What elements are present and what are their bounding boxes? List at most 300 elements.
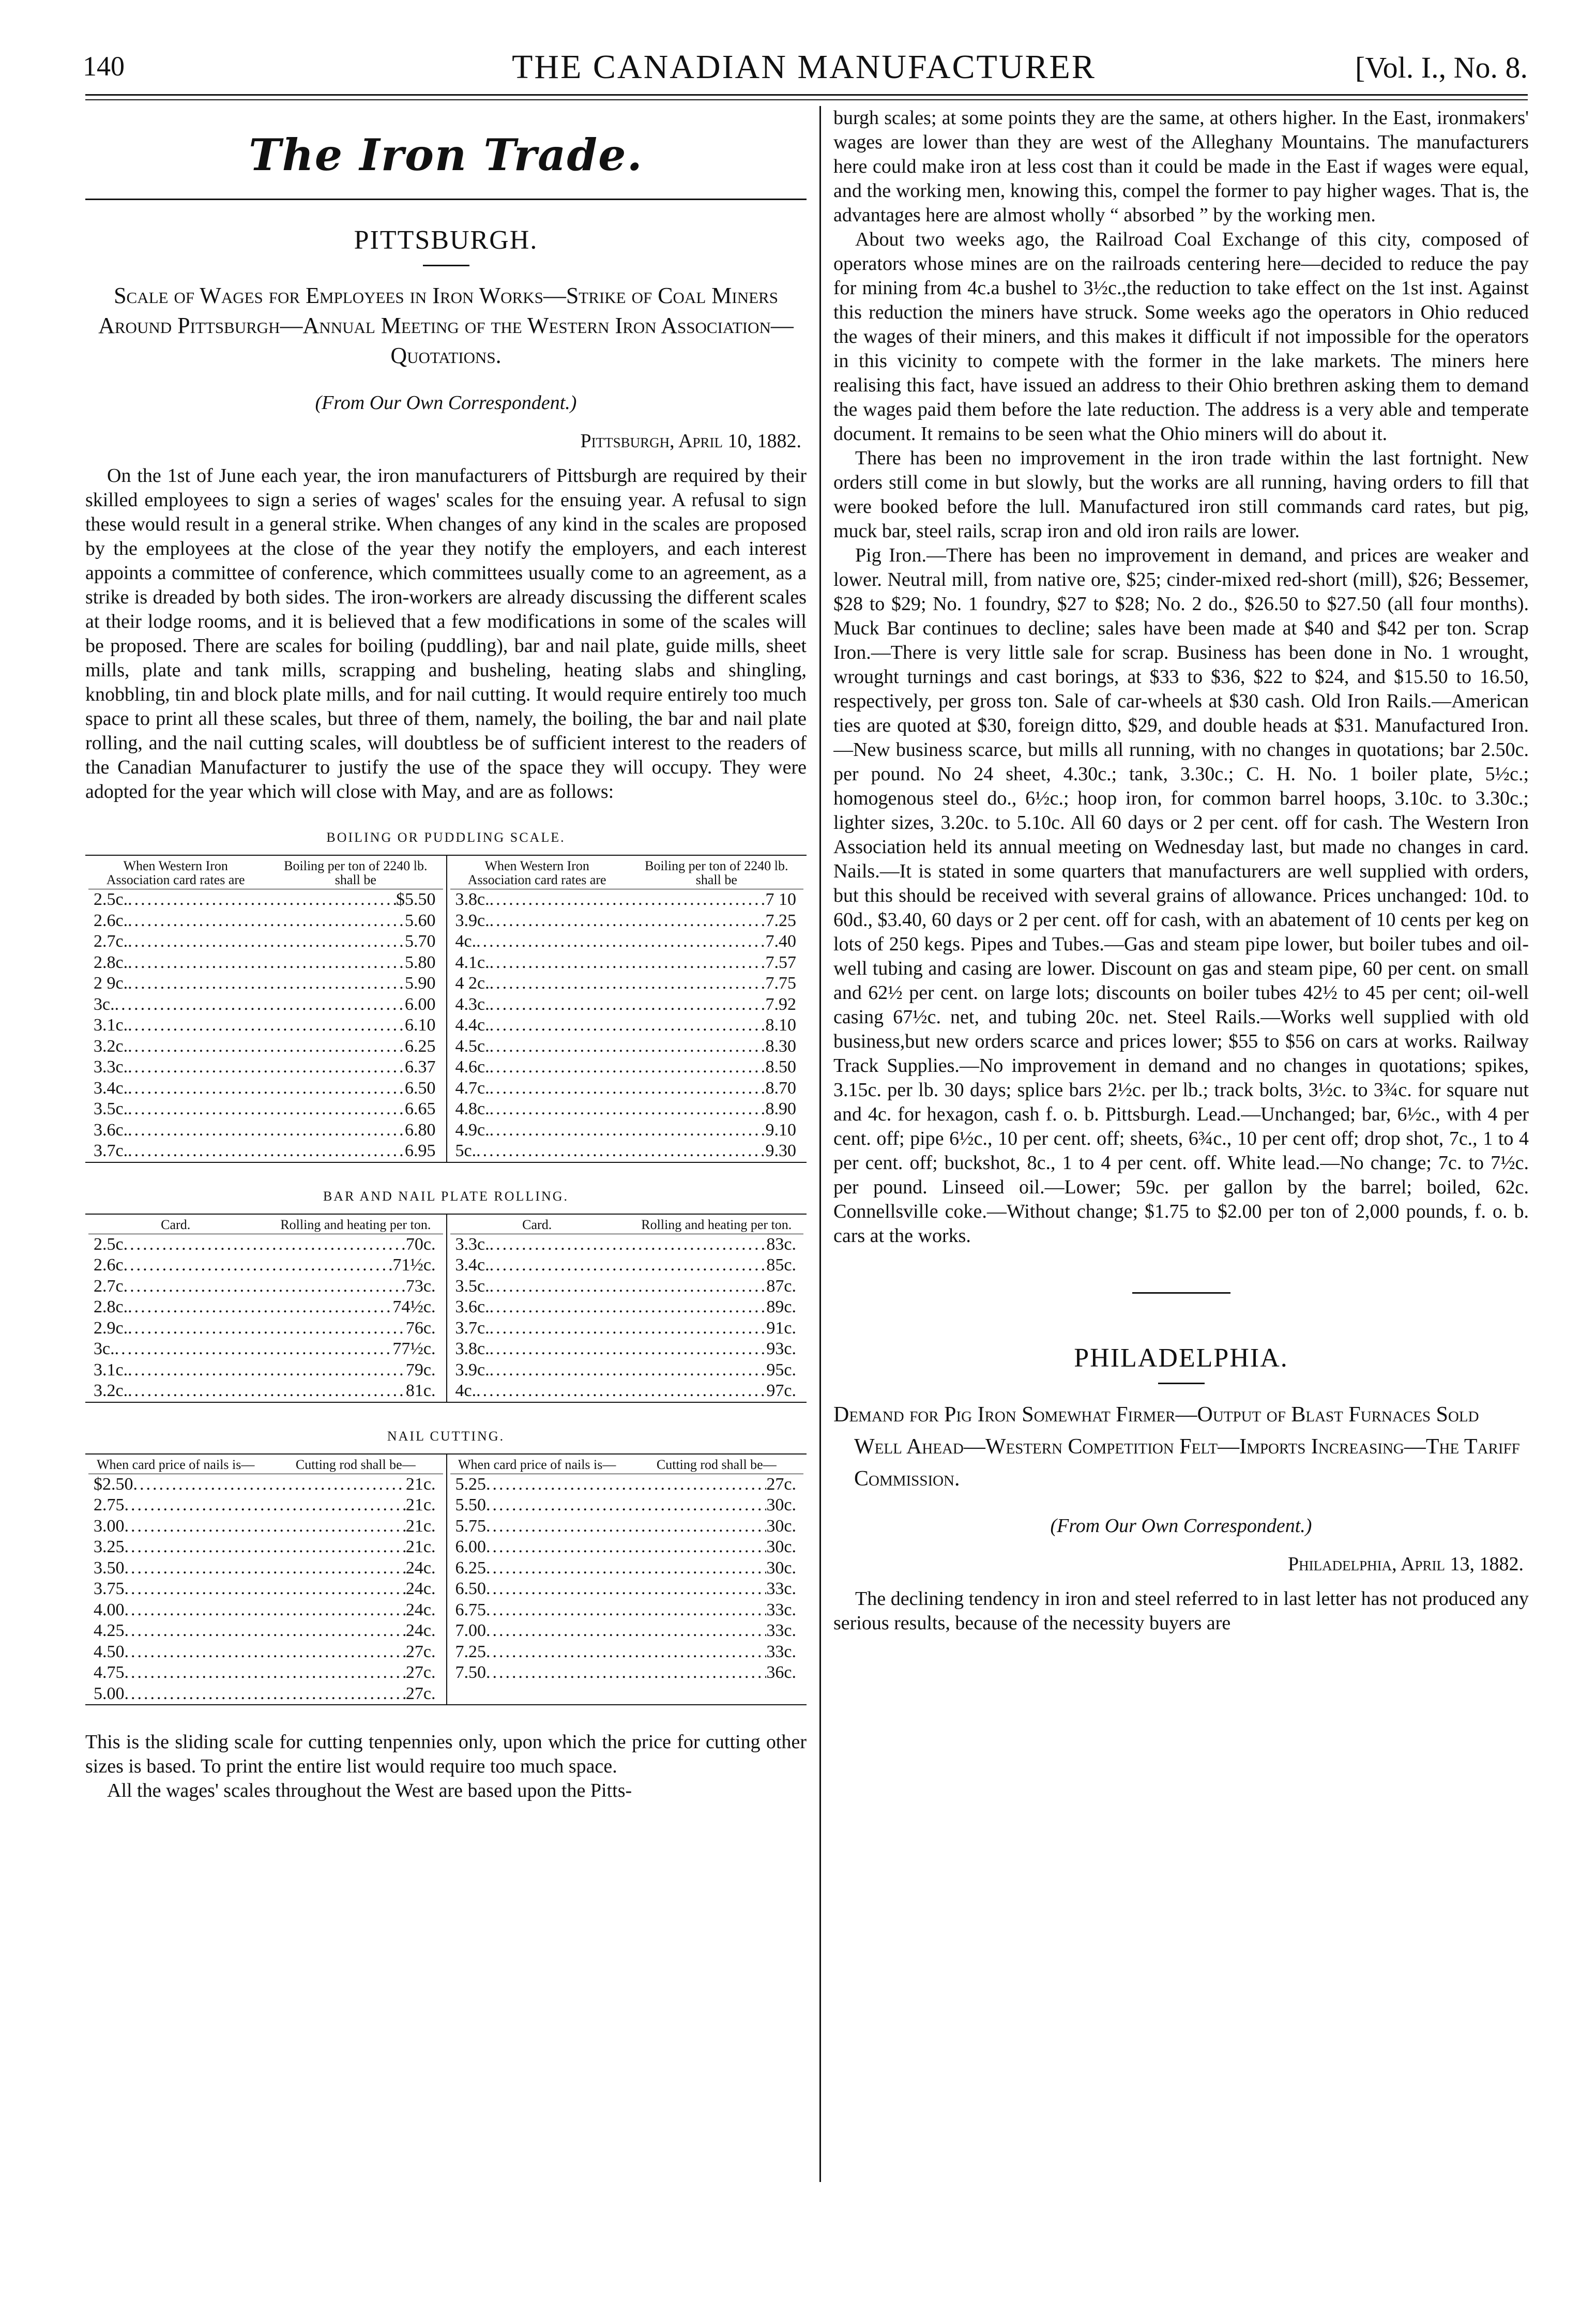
table-row [450,1099,804,1120]
table-row [88,1558,443,1579]
row-card-rate: 7.25 [455,1642,486,1661]
table-row [88,931,443,952]
table-row [88,911,443,932]
row-value: 70c. [405,1234,436,1254]
row-value: 7.40 [765,932,796,951]
philadelphia-subhead: Demand for Pig Iron Somewhat Firmer—Output of Blast Furnaces Sold Well Ahead—Western Competition Felt—Imports Increasing—The Tariff Commission. [833,1403,1520,1491]
bar-right-rows [450,1234,804,1402]
table-row [450,1662,804,1684]
sliding-scale-note: This is the sliding scale for cutting tenpennies only, upon which the price for cutting other sizes is based. To print the entire list would require too much space. [85,1731,807,1777]
dot-leader [490,1318,767,1339]
dot-leader [490,1234,767,1255]
header-card-price: When card price of nails is— [458,1457,616,1472]
dot-leader [133,1474,406,1495]
row-value: 24c. [405,1621,436,1640]
correspondent-line: (From Our Own Correspondent.) [315,392,577,414]
dot-leader [128,1297,392,1318]
table-row [450,1600,804,1621]
row-value: 8.70 [765,1078,796,1098]
nail-left-half [85,1454,446,1705]
quotations-paragraph: Pig Iron.—There has been no improvement in demand, and prices are weaker and lower. Neutral mill, from native ore, $25; cinder-mixed red-short (mill), $26; Bessemer, $28 to $29; No. 1 foundry, $27 to $28; No. 2 do., $26.50 to $27.50 (all four months). Muck Bar continues to decline; sales have been made at $40 and $42 per ton. Scrap Iron.—There is very little sale for scrap. Business has been done in No. 1 wrought, wrought turnings and cast borings, at $33 to $36, $22 to $24, and $15.50 to 16.50, respectively, per gross ton. Sale of car-wheels at $30 cash. Old Iron Rails.—American ties are quoted at $30, foreign ditto, $29, and double heads at $31. Manufactured Iron.—New business scarce, but mills all running, with no changes in quotations; bar 2.50c. per pound. No 24 sheet, 4.30c.; tank, 3.30c.; C. H. No. 1 boiler plate, 5½c.; homogenous steel do., 6½c.; hoop iron, for common barrel hoops, 3.10c. to 3.30c.; lighter sizes, 3.20c. to 5.10c. All 60 days or 2 per cent. off for cash. The Western Iron Association held its annual meeting on Wednesday last, but made no changes in card. Nails.—It is stated in some quarters that manufacturers are well supplied with orders, but this should be received with several grains of allowance. Prices unchanged: 10d. to 60d., $3.40, 60 days or 2 per cent. off for cash, with an abatement of 10 cents per keg on lots of 250 kegs. Pipes and Tubes.—Gas and steam pipe lower, but boiler tubes and oil-well tubing and casing are lower. Discount on gas and steam pipe, 60 per cent. on small and 62½ per cent. on large lots; discounts on boiler tubes 42½ to 45 per cent; oil-well casing 67½c. net, and tubing 20c. net. Steel Rails.—Works well supplied with old business,but new orders scarce and prices lower; $55 to $56 on cars at works. Railway Track Supplies.—No improvement in demand and no changes in quotations; spikes, 3.15c. per lb. 30 days; splice bars 2½c. per lb.; track bolts, 3½c. to 3¾c. for square nut and 4c. for hexagon, cash f. o. b. Pittsburgh. Lead.—Unchanged; bar, 6½c., with 4 per cent. off; pipe 6½c., 10 per cent. off; sheets, 6¾c., 10 per cent off; drop shot, 7c., 1 to 4 per cent. off; buckshot, 8c., 1 to 4 per cent. off. White lead.—No change; 7c. to 7½c. per pound. Linseed oil.—Lower; 59c. per gallon by the barrel; boiled, 62c. Connellsville coke.—Without change; $1.75 to $2.00 per ton of 2,000 pounds, f. o. b. cars at the works. [833,544,1529,1247]
dot-leader [486,1642,766,1663]
dot-leader [125,1579,406,1600]
row-value: 24c. [405,1558,436,1578]
dot-leader [490,1015,766,1036]
table-row [450,1537,804,1558]
table-row [450,1642,804,1663]
table-header [450,1454,804,1474]
short-rule [423,265,469,266]
row-value: $5.50 [396,890,436,909]
dot-leader [486,1495,766,1516]
row-card-rate: 4.4c. [455,1016,490,1035]
dot-leader [486,1579,766,1600]
nail-right-rows [450,1474,804,1684]
short-rule [1158,1383,1205,1384]
table-row [88,1600,443,1621]
row-card-rate: 3.1c. [94,1360,128,1380]
row-card-rate: 3.4c. [94,1078,128,1098]
dot-leader [476,1381,766,1402]
row-value: 79c. [405,1360,436,1380]
dot-leader [490,911,766,932]
row-value: 74½c. [392,1297,436,1316]
row-value: 27c. [405,1684,436,1703]
table-row [450,1360,804,1381]
row-card-rate: 3.8c. [455,1339,490,1358]
dot-leader [490,1099,766,1120]
row-value: 87c. [766,1276,796,1296]
boiling-left-rows [88,889,443,1162]
nail-right-half [446,1454,807,1705]
table-row [88,1579,443,1600]
header-rule-secondary [85,99,1528,100]
table-row [88,1120,443,1141]
row-card-rate: 4.1c. [455,952,490,972]
table-row [450,1015,804,1036]
row-card-rate: 2.8c. [94,952,128,972]
dot-leader [490,973,766,994]
dot-leader [128,1318,406,1339]
row-card-rate: 3.6c. [94,1120,128,1140]
row-value: 27c. [405,1642,436,1661]
publication-title: THE CANADIAN MANUFACTURER [512,48,1096,86]
row-card-rate: 6.25 [455,1558,486,1578]
row-card-rate: 6.75 [455,1600,486,1619]
table-row [450,1036,804,1057]
dot-leader [486,1474,766,1495]
row-value: 21c. [405,1516,436,1536]
pittsburgh-heading: PITTSBURGH. [354,225,538,255]
dot-leader [125,1537,406,1558]
table-row [88,994,443,1016]
dot-leader [476,931,765,952]
row-card-rate: 3.25 [94,1537,125,1556]
boiling-scale-table [85,855,807,1163]
row-card-rate: 3c. [94,994,115,1014]
table-row [88,1662,443,1684]
table-row [450,1381,804,1402]
dot-leader [490,1120,766,1141]
table-row [88,889,443,911]
row-value: 7.25 [765,911,796,930]
dot-leader [128,1015,405,1036]
table-row [88,973,443,994]
table-row [88,1297,443,1318]
row-card-rate: 3.5c. [455,1276,490,1296]
dot-leader [124,1255,393,1276]
row-card-rate: 3.3c. [94,1057,128,1077]
table-row [88,1381,443,1402]
dot-leader [125,1558,406,1579]
table-row [450,1339,804,1360]
row-card-rate: 4 2c. [455,974,490,993]
table-row [450,952,804,974]
row-card-rate: 4.25 [94,1621,125,1640]
row-value: 24c. [405,1600,436,1619]
dot-leader [490,1078,766,1099]
row-value: 71½c. [392,1255,436,1275]
header-boiling-rate: Boiling per ton of 2240 lb. shall be [645,858,788,887]
row-card-rate: 4c. [455,932,477,951]
header-card-price: When card price of nails is— [96,1457,255,1472]
row-value: 27c. [405,1663,436,1682]
row-card-rate: 4.5c. [455,1036,490,1056]
table-row [88,1474,443,1495]
boiling-left-half [85,856,446,1162]
row-card-rate: 2.6c [94,1255,124,1275]
row-value: 81c. [405,1381,436,1400]
table-row [450,1078,804,1099]
row-card-rate: 2 9c. [94,974,128,993]
table-row [450,973,804,994]
dot-leader [490,952,766,974]
table-row [88,1339,443,1360]
table-header [88,856,443,889]
table-header [88,1454,443,1474]
row-value: 5.80 [405,952,436,972]
row-card-rate: 2.9c. [94,1318,128,1338]
nail-scale-title: NAIL CUTTING. [387,1428,505,1444]
row-card-rate: 3.8c. [455,890,490,909]
row-card-rate: 6.00 [455,1537,486,1556]
table-header [450,856,804,889]
table-row [450,1255,804,1276]
row-card-rate: 3.5c. [94,1099,128,1118]
continued-paragraph: burgh scales; at some points they are the same, at others higher. In the East, ironmakers' wages are lower than they are west of the Alleghany Mountains. The manufacturers here could make iron at less cost than it could be made in the East if wages were equal, and the working men, knowing this, compel the former to pay higher wages. That is, the advantages here are almost wholly “ absorbed ” by the working men. [833,107,1529,226]
table-row [88,1036,443,1057]
header-boiling-rate: Boiling per ton of 2240 lb. shall be [284,858,428,887]
dot-leader [490,1360,767,1381]
row-value: 8.30 [765,1036,796,1056]
boiling-right-half [446,856,807,1162]
row-value: 7.75 [765,974,796,993]
row-value: 9.30 [765,1141,796,1160]
table-row [88,1078,443,1099]
row-card-rate: 5.00 [94,1684,125,1703]
header-card-rates: When Western Iron Association card rates are [467,858,606,887]
row-card-rate: 3.3c. [455,1234,490,1254]
bar-scale-table [85,1214,807,1403]
table-row [450,1474,804,1495]
row-value: 7.57 [765,952,796,972]
dot-leader [128,1381,406,1402]
row-card-rate: 3.7c. [455,1318,490,1338]
volume-number: [Vol. I., No. 8. [1355,51,1528,84]
dot-leader [490,1036,766,1057]
dot-leader [128,889,396,911]
row-value: 21c. [405,1495,436,1514]
table-row [450,1620,804,1642]
table-row [450,1516,804,1537]
header-card-rates: When Western Iron Association card rates are [106,858,245,887]
row-card-rate: 3.2c. [94,1381,128,1400]
row-card-rate: 6.50 [455,1579,486,1598]
dot-leader [490,1057,766,1078]
dot-leader [486,1600,766,1621]
row-value: 7 10 [765,890,796,909]
table-row [450,1297,804,1318]
table-row [88,1495,443,1516]
header-card: Card. [522,1217,552,1232]
table-row [88,1234,443,1255]
section-title: The Iron Trade. [249,129,643,180]
coal-strike-paragraph: About two weeks ago, the Railroad Coal Exchange of this city, composed of operators whose mines are on the railroads centering here—decided to reduce the pay for mining from 4c.a bushel to 3½c.,the reduction to take effect on the 1st inst. Against this reduction the miners have struck. Some weeks ago the operators in Ohio reduced the wages of their miners, and this makes it difficult if not impossible for the operators in this vicinity to compete with the former in the lake markets. The miners here realising this fact, have issued an address to their Ohio brethren asking them to demand the wages paid them before the late reduction. The address is a very able and temperate document. It remains to be seen what the Ohio miners will do about it. [833,229,1529,445]
table-row [450,931,804,952]
table-row [88,1141,443,1162]
row-value: 30c. [766,1495,796,1514]
row-value: 76c. [405,1318,436,1338]
row-value: 6.37 [405,1057,436,1077]
row-card-rate: 3.6c. [455,1297,490,1316]
row-value: 5.70 [405,932,436,951]
row-card-rate: 3.9c. [455,911,490,930]
row-card-rate: 3.00 [94,1516,125,1536]
row-card-rate: 4c. [455,1381,477,1400]
dot-leader [490,1276,767,1297]
table-row [450,911,804,932]
row-card-rate: 5.50 [455,1495,486,1514]
table-row [450,994,804,1016]
row-card-rate: 2.7c. [94,932,128,951]
dot-leader [128,1360,406,1381]
table-header [88,1215,443,1234]
row-value: 5.90 [405,974,436,993]
dot-leader [124,1276,406,1297]
right-column [833,106,1529,2185]
row-card-rate: 4.3c. [455,994,490,1014]
row-value: 6.00 [405,994,436,1014]
dot-leader [125,1684,406,1705]
row-card-rate: 2.6c. [94,911,128,930]
row-value: 33c. [766,1600,796,1619]
dot-leader [490,889,766,911]
dot-leader [128,1141,405,1162]
table-row [88,952,443,974]
row-value: 91c. [766,1318,796,1338]
table-row [88,1318,443,1339]
philadelphia-heading: PHILADELPHIA. [1074,1343,1288,1373]
row-value: 24c. [405,1579,436,1598]
row-value: 33c. [766,1621,796,1640]
row-value: 6.25 [405,1036,436,1056]
row-card-rate: 2.7c [94,1276,124,1296]
table-row [88,1516,443,1537]
bar-scale-title: BAR AND NAIL PLATE ROLLING. [323,1188,569,1204]
dot-leader [128,1078,405,1099]
dot-leader [486,1620,766,1642]
correspondent-line: (From Our Own Correspondent.) [1050,1515,1312,1537]
dot-leader [125,1600,406,1621]
row-value: 21c. [405,1537,436,1556]
table-row [450,1057,804,1078]
row-card-rate: 3c. [94,1339,115,1358]
row-card-rate: 4.75 [94,1663,125,1682]
dot-leader [486,1516,766,1537]
row-card-rate: 4.7c. [455,1078,490,1098]
row-value: 33c. [766,1642,796,1661]
table-row [450,889,804,911]
boiling-right-rows [450,889,804,1162]
table-row [450,1141,804,1162]
dot-leader [128,973,405,994]
row-card-rate: 4.6c. [455,1057,490,1077]
bar-left-half [85,1215,446,1402]
row-value: 6.65 [405,1099,436,1118]
dot-leader [128,911,405,932]
table-row [88,1620,443,1642]
table-row [450,1495,804,1516]
header-card: Card. [161,1217,191,1232]
table-row [88,1276,443,1297]
bar-right-half [446,1215,807,1402]
dot-leader [125,1620,406,1642]
row-value: 85c. [766,1255,796,1275]
header-cutting-rod: Cutting rod shall be— [656,1457,777,1472]
table-row [450,1318,804,1339]
table-row [450,1579,804,1600]
table-row [88,1015,443,1036]
bar-left-rows [88,1234,443,1402]
row-value: 8.10 [765,1016,796,1035]
row-value: 77½c. [392,1339,436,1358]
row-card-rate: 2.75 [94,1495,125,1514]
table-row [88,1057,443,1078]
row-value: 6.10 [405,1016,436,1035]
row-value: 73c. [405,1276,436,1296]
table-row [88,1537,443,1558]
row-card-rate: 3.75 [94,1579,125,1598]
row-value: 5.60 [405,911,436,930]
left-column [85,106,807,2185]
header-rolling: Rolling and heating per ton. [641,1217,792,1232]
table-row [88,1684,443,1705]
pittsburgh-subhead: Scale of Wages for Employees in Iron Works—Strike of Coal Miners Around Pittsburgh—Annual Meeting of the Western Iron Association—Quotations. [98,283,794,368]
dot-leader [125,1662,406,1684]
row-value: 8.90 [765,1099,796,1118]
row-card-rate: 3.2c. [94,1036,128,1056]
row-card-rate: 2.5c [94,1234,124,1254]
dot-leader [115,1339,393,1360]
row-value: 6.80 [405,1120,436,1140]
dot-leader [125,1642,406,1663]
row-card-rate: 7.00 [455,1621,486,1640]
row-value: 6.50 [405,1078,436,1098]
dot-leader [490,1297,767,1318]
row-card-rate: 4.9c. [455,1120,490,1140]
row-value: 6.95 [405,1141,436,1160]
philadelphia-paragraph: The declining tendency in iron and steel referred to in last letter has not produced any serious results, because of the necessity buyers are [833,1588,1529,1634]
row-value: 30c. [766,1537,796,1556]
dot-leader [125,1516,406,1537]
row-card-rate: 3.4c. [455,1255,490,1275]
row-card-rate: 3.50 [94,1558,125,1578]
trade-paragraph: There has been no improvement in the iron trade within the last fortnight. New orders still come in but slowly, but the works are all running, having orders to fill that were booked before the lull. Manufactured iron still commands card rates, but pig, muck bar, steel rails, scrap iron and old iron rails are lower. [833,447,1529,542]
row-value: 36c. [766,1663,796,1682]
dot-leader [128,952,405,974]
philadelphia-dateline: Philadelphia, April 13, 1882. [1288,1553,1524,1575]
dot-leader [490,1339,767,1360]
dot-leader [128,1099,405,1120]
title-rule [85,199,807,200]
table-row [88,1255,443,1276]
table-row [450,1558,804,1579]
row-card-rate: 3.9c. [455,1360,490,1380]
row-value: 21c. [405,1474,436,1494]
row-card-rate: 5c. [455,1141,477,1160]
pittsburgh-dateline: Pittsburgh, April 10, 1882. [580,430,801,452]
dot-leader [486,1537,766,1558]
row-card-rate: 4.8c. [455,1099,490,1118]
row-value: 7.92 [765,994,796,1014]
table-row [88,1642,443,1663]
row-value: 33c. [766,1579,796,1598]
row-value: 30c. [766,1516,796,1536]
row-card-rate: 3.7c. [94,1141,128,1160]
row-value: 93c. [766,1339,796,1358]
row-value: 97c. [766,1381,796,1400]
row-value: 95c. [766,1360,796,1380]
table-header [450,1215,804,1234]
dot-leader [490,994,766,1016]
table-row [88,1099,443,1120]
table-row [450,1234,804,1255]
dot-leader [486,1558,766,1579]
table-row [450,1120,804,1141]
dot-leader [125,1495,406,1516]
row-card-rate: 2.8c. [94,1297,128,1316]
nail-left-rows [88,1474,443,1705]
dot-leader [128,931,405,952]
page-header [80,48,1528,94]
header-rule [85,94,1528,96]
section-separator [1132,1292,1230,1294]
row-card-rate: 7.50 [455,1663,486,1682]
dot-leader [490,1255,767,1276]
row-card-rate: 4.50 [94,1642,125,1661]
row-value: 83c. [766,1234,796,1254]
table-row [88,1360,443,1381]
row-card-rate: $2.50 [94,1474,133,1494]
dot-leader [128,1120,405,1141]
page-number: 140 [83,51,125,82]
boiling-scale-title: BOILING OR PUDDLING SCALE. [326,830,566,845]
dot-leader [115,994,405,1016]
nail-scale-table [85,1453,807,1706]
row-value: 27c. [766,1474,796,1494]
row-value: 30c. [766,1558,796,1578]
row-value: 8.50 [765,1057,796,1077]
